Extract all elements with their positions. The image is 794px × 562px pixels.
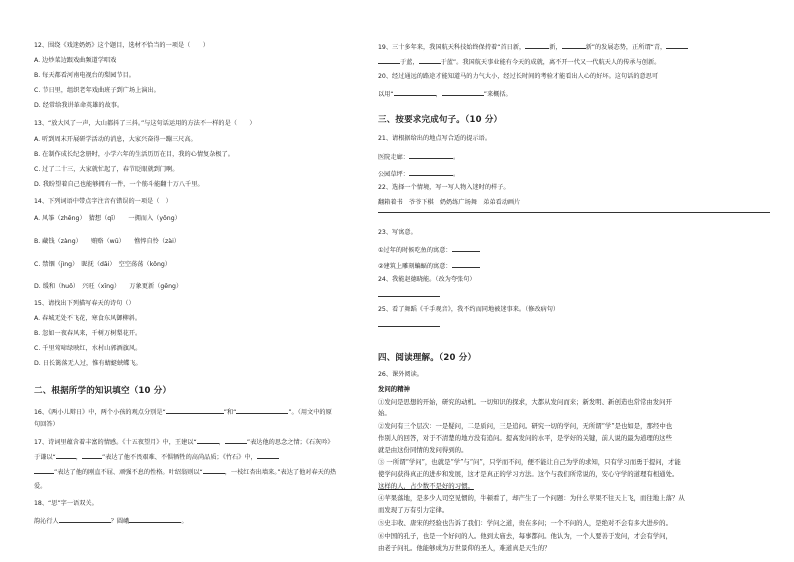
q18-blank-2[interactable] — [129, 516, 181, 523]
question-23: 23、写寓意。 — [378, 229, 417, 236]
q18-text-c: 。 — [181, 518, 188, 525]
q19-text-d: 于蓝， — [400, 59, 419, 66]
q14-option-c: C. 禁锢（jìng） 昵抚（dāi） 空空荡荡（kōng） — [34, 261, 171, 268]
passage-line: 就是由这份同情的发问得到的。 — [378, 446, 468, 454]
q19-blank-3[interactable] — [666, 42, 688, 49]
q17-blank-7[interactable] — [203, 467, 225, 474]
q21-item-1: 医院走廊： 。 — [378, 154, 460, 161]
q21-item-2-label: 公园草坪： — [378, 171, 409, 178]
q17-text-g: ”表达了他的刚直不屈、顽强不息的性格。叶绍翁则以“ — [54, 469, 203, 476]
q17-blank-3[interactable] — [56, 452, 76, 459]
passage-line: 作别人的回答，对于不清楚的地方没有追问。提高发问的水平，是学好的关键，前人说的最为道理的这些 — [378, 434, 672, 442]
q17-line-2 — [34, 452, 279, 462]
q17-text-f: ”表达了他不畏艰难、不惧牺牲的高尚品质；《竹石》中， — [101, 454, 257, 461]
passage-line: ⑤史丰收、唐宋的经验也告诉了我们：学问之道，贵在多问；一个不问的人，是绝对不会有多大进步的。 — [378, 519, 672, 527]
q17-line-3 — [34, 467, 336, 477]
q17-text-e: ， — [75, 454, 82, 461]
q20-blank-2[interactable] — [442, 89, 484, 96]
q17-blank-1[interactable] — [197, 437, 219, 444]
q17-blank-5[interactable] — [257, 452, 279, 459]
q19-text-c: 新”的发展态势，正所谓“青， — [585, 44, 667, 51]
q20-text-c: ”来概括。 — [483, 91, 512, 98]
section-4-title: 四、阅读理解。（20 分） — [378, 353, 477, 363]
q18-blank-1[interactable] — [59, 516, 111, 523]
q19-blank-5[interactable] — [419, 57, 441, 64]
passage-line — [378, 470, 770, 479]
passage-line — [378, 482, 770, 491]
passage-line: 始。 — [378, 409, 391, 417]
question-17 — [34, 437, 334, 447]
question-21: 21、请根据给出的地点写合适的提示语。 — [378, 135, 492, 142]
passage-line: ①发问是思想的开始，研究的动机。一切知识的探求，大都从发问而来；新发明、新创造也常常由发问开 — [378, 398, 672, 406]
q21-item-2: 公园草坪： 。 — [378, 171, 460, 178]
q17-blank-2[interactable] — [225, 437, 247, 444]
question-25: 25、看了舞蹈《千手观音》，我不约而同地被迷事来。（修改病句） — [378, 306, 560, 313]
question-15: 15、请找出下列描写春天的诗句（） — [34, 300, 135, 307]
q13-option-d: D. 我盼望着自己也能够拥有一件，一个筋斗能翻十万八千里。 — [34, 181, 204, 188]
q16-text-b: ”和“ — [223, 409, 237, 416]
q16-blank-1[interactable] — [166, 407, 224, 414]
question-26: 26、课外阅读。 — [378, 371, 423, 378]
q21-blank-2[interactable] — [409, 169, 453, 176]
q16-line-2: 句回答） — [34, 421, 59, 428]
q23-blank-1[interactable] — [452, 245, 480, 252]
q24-answer-line[interactable] — [378, 296, 440, 297]
q17-blank-4[interactable] — [82, 452, 102, 459]
q13-option-b: B. 在制作成长纪念册时，小学六年的生活历历在目，我的心情复杂极了。 — [34, 151, 234, 158]
q23-blank-2[interactable] — [452, 261, 480, 268]
q23-item-2-label: ②建筑上雕刻蝙蝠的寓意： — [378, 263, 452, 270]
q23-item-1-label: ①过年的时候吃鱼的寓意： — [378, 247, 452, 254]
q14-option-a: A. 风筝（zhēng） 猜想（qī） 一拥而入（yōng） — [34, 215, 181, 222]
q22-answer-line[interactable] — [378, 212, 770, 213]
q15-option-c: C. 千里莺啼绿映红，水村山郭酒旗风。 — [34, 345, 142, 352]
section-2-title: 二、根据所学的知识填空（10 分） — [34, 386, 172, 396]
q19-line-2 — [378, 57, 660, 67]
q16-text-c: ”。（用文中的原 — [288, 409, 332, 416]
q18-line-2 — [34, 516, 188, 526]
q15-option-d: D. 日长篱落无人过，惟有蜻蜓蛱蝶飞。 — [34, 360, 142, 367]
q17-text-c: ”表达他的思念之情；《石灰吟》 — [246, 439, 334, 446]
q21-item-1-label: 医院走廊： — [378, 154, 409, 161]
q19-blank-1[interactable] — [525, 42, 549, 49]
q17-blank-6[interactable] — [34, 467, 54, 474]
passage-title: 发问的精神 — [378, 385, 410, 393]
q15-option-b: B. 忽如一夜春风来，千树万树梨花开。 — [34, 330, 142, 337]
q14-option-d: D. 缓和（huō） 兴旺（xīng） 万象更新（gēng） — [34, 283, 183, 290]
question-14: 14、下列词语中带点字注音有错误的一项是（ ） — [34, 198, 172, 205]
q19-blank-4[interactable] — [378, 57, 400, 64]
q19-text-a: 19、三十多年来，我国航天科技始终保持着“首日新， — [378, 44, 526, 51]
q17-text-h: ，一枝红杏出墙来。”表达了他对春天的热 — [224, 469, 337, 476]
q17-text-d: 于谦以“ — [34, 454, 56, 461]
passage-highlight: 这样的人，占少数不是好的习惯。 — [378, 482, 474, 490]
question-18: 18、“思”字一语双关。 — [34, 500, 98, 507]
passage-line: ④苹果落地，是多少人司空见惯的，牛顿看了，却产生了一个问题：为什么苹果不往天上飞，而往地上落？从 — [378, 494, 685, 502]
q25-answer-line[interactable] — [378, 326, 440, 327]
q20-blank-1[interactable] — [394, 89, 436, 96]
q18-text-a: 韵沁行人 — [34, 518, 59, 525]
question-24: 24、我能赵德晓能。（改为夸张句） — [378, 276, 476, 283]
q19-text-b: 新， — [549, 44, 562, 51]
question-20: 20、经过通远的路途才能知道马的力气大小，经过长时间的考验才能看出人心的好坏。这句话的意思可 — [378, 73, 659, 80]
passage-line: 由老子问礼。他能够成为万世景仰的圣人，难道真是天生的？ — [378, 544, 551, 552]
passage-line-text: 使学问获得真正的进步和发展，这才是真正的学习方法。这个与我们所常说的，安心守学的道理有相通处。 — [378, 470, 679, 478]
q19-text-e: 于蓝”。我国航天事业能有今天的成就，离不开一代又一代航天人的传承与创新。 — [440, 59, 661, 66]
q17-text-b: ， — [218, 439, 225, 446]
q13-option-c: C. 过了二十三，大家就忙起了，春节眨眼就到门啊。 — [34, 166, 179, 173]
question-22: 22、选择一个情境，写一写人物入迷时的样子。 — [378, 184, 510, 191]
q17-text-a: 17、诗词里蕴含着丰富的情感。《十五夜望月》中，王建以“ — [34, 439, 197, 446]
section-3-title: 三、按要求完成句子。（10 分） — [378, 115, 503, 125]
q18-text-b: ？圆峨 — [110, 518, 130, 525]
question-16 — [34, 407, 332, 417]
q20-text-a: 以用“ — [378, 91, 394, 98]
question-13: 13、“放大风了一声，大山都抖了三抖。”与这句话运用的方法不一样的是（ ） — [34, 120, 256, 127]
q23-item-2 — [378, 261, 480, 271]
q23-item-1 — [378, 245, 480, 255]
q16-text-a: 16、《两小儿辩日》中，两个小孩的观点分别是“ — [34, 409, 166, 416]
question-19 — [378, 42, 688, 52]
passage-line: 而发现了万有引力定律。 — [378, 506, 449, 514]
passage-line: ⑥中国的孔子，也是一个好问的人。他到太庙去，每事都问。他认为，一个人要善于发问，才会有学问， — [378, 532, 672, 540]
q17-line-4: 爱。 — [34, 483, 47, 490]
q12-option-a: A. 边炒菜边跟戏曲频道学唱戏 — [34, 57, 117, 64]
passage-line: ③ 一所谓“学问”，也就是“学”与“问”，只学而不问，便不能让自己为学的求知，只有学习而勇于提问，才能 — [378, 458, 681, 466]
q14-option-b: B. 藏钱（zàng） 贿赂（wū） 憔悴自怜（zài） — [34, 238, 180, 245]
q21-blank-1[interactable] — [409, 152, 453, 159]
q20-line-2 — [378, 89, 512, 99]
q22-options: 翻箱着书 爷爷下棋 奶奶练广场舞 弟弟看动画片 — [378, 199, 521, 206]
q16-blank-2[interactable] — [236, 407, 288, 414]
q13-option-a: A. 听到周末开展研学活动的消息，大家兴奋得一蹦三尺高。 — [34, 136, 197, 143]
q12-option-c: C. 节日里，组织老年戏曲班子到广场上演出。 — [34, 87, 160, 94]
question-12: 12、围绕《戏迷奶奶》这个题目，选材不恰当的一项是（ ） — [34, 42, 209, 49]
q19-blank-2[interactable] — [562, 42, 586, 49]
q20-text-b: ， — [435, 91, 442, 98]
q12-option-d: D. 经常给我讲革命英雄的故事。 — [34, 102, 124, 109]
q12-option-b: B. 每天都看河南电视台的梨园节目。 — [34, 72, 135, 79]
q15-option-a: A. 春城无处不飞花，寒食东风御柳斜。 — [34, 315, 142, 322]
passage-line: ②发问有三个层次：一是疑问，二是质问，三是追问。研究一切的学问，无所谓“学”是也如是，那经中也 — [378, 422, 673, 430]
